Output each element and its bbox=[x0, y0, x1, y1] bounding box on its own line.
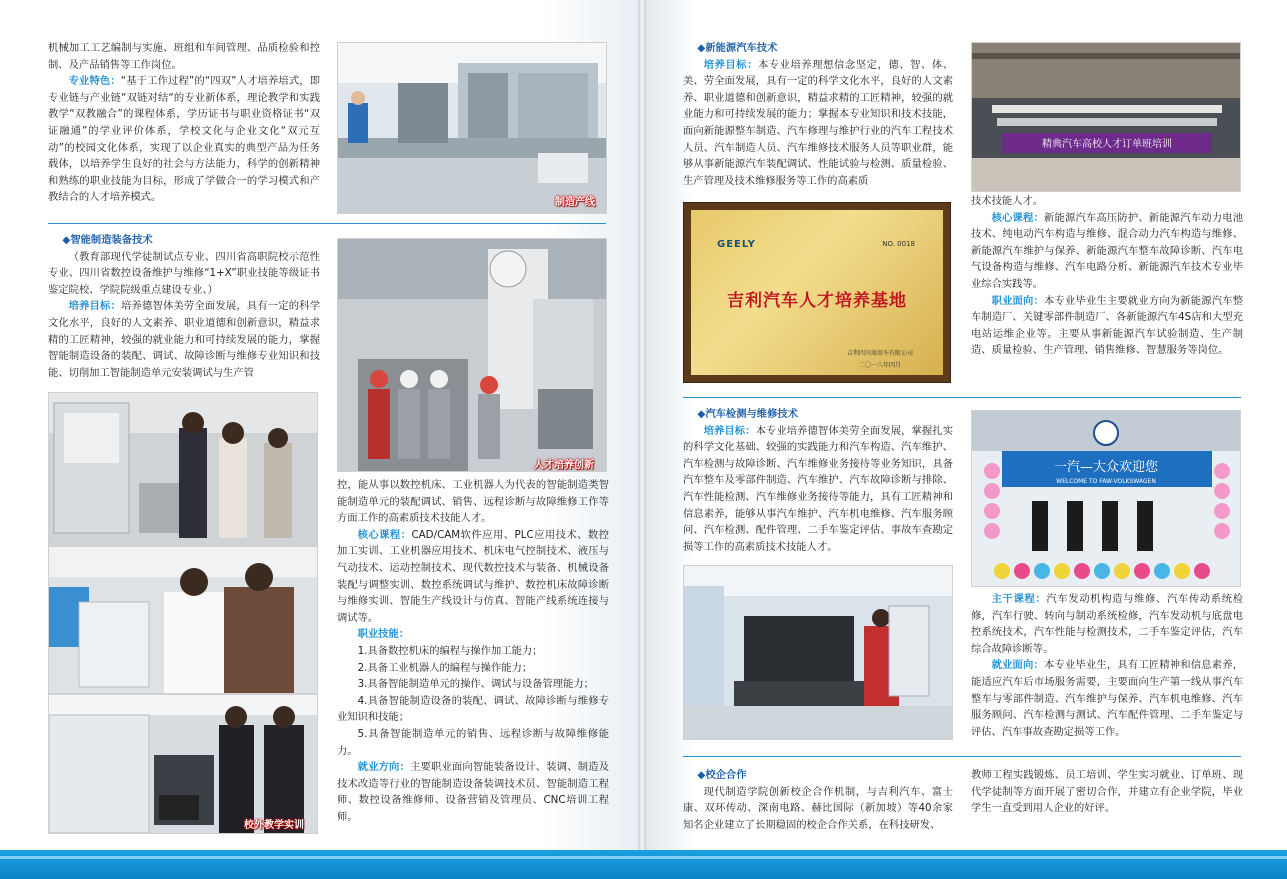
auto-repair-photo bbox=[683, 565, 953, 740]
nev-text-cont: 技术技能人才。 核心课程：新能源汽车高压防护、新能源汽车动力电池技术、纯电动汽车构造与维修、混合动力汽车构造与维修、新能源汽车维护与保养、新能源汽车整车故障诊断、汽车电气设备构造与维修、汽车电路分析、新能源汽车技术专业毕业综合实践等。 职业面向：本专业毕业生主要就业方向为新能源汽车整车制造厂、关键零部件制造厂、各新能源汽车4S店和大型充电站运维企业等。主要从事新能源汽车试验制造、生产制造、质量检验、生产管理、销售维修、智慧服务等岗位。 bbox=[971, 195, 1244, 357]
vw-banner-sub: WELCOME TO FAW-VOLKSWAGEN bbox=[1056, 478, 1156, 485]
plaque-org: 吉利四川商用车有限公司 bbox=[846, 350, 913, 357]
robot-training-photo bbox=[337, 238, 607, 472]
section-divider bbox=[683, 397, 1241, 398]
intro-paragraph: 机械加工工艺编制与实施、班组和车间管理、品质检验和控制、及产品销售等工作岗位。 专业特色：“基于工作过程”的“四双”人才培养培式，即专业链与产业链“双链对结“的专业新体系，理论教学和实践教学“双教融合”的课程体系，学历证书与职业资格证书“双证融通”的学业评价体系，学校文化与企业文化“双元互动”的校园文化体系，实现了以企业真实的典型产品为任务载体，以培养学生良好的社会与方法能力，科学的创新精神和熟练的职业技能为目标，形成了学做合一的学习模式和产教结合的人才培养模式。 bbox=[48, 42, 321, 204]
offsite-training-photo bbox=[48, 694, 318, 834]
geely-logo: GEELY bbox=[717, 239, 756, 250]
smart-manufacturing-text: ◆智能制造装备技术 （教育部现代学徒制试点专业、四川省高职院校示范性专业、四川省数控设备维护与维修“1+X”职业技能等级证书鉴定院校、学院院级重点建设专业、） 培养目标：培养德智体美劳全面发展，具有一定的科学文化水平，良好的人文素养、职业道德和创新意识，精益求精的工匠精神，较强的就业能力和可持续发展的能力，掌握智能制造设备的装配、调试、故障诊断与维修专业知识和技能、切削加工智能制造单元安装调试与生产管 bbox=[48, 234, 321, 379]
geely-plaque bbox=[683, 202, 951, 383]
coop-text: ◆校企合作 现代制造学院创新校企合作机制，与吉利汽车、富士康、双环传动、深南电路、赫比国际（新加坡）等40余家知名企业建立了长期稳固的校企合作关系，在科技研发、 bbox=[683, 769, 953, 831]
production-line-photo bbox=[337, 42, 607, 214]
plaque-number: NO. 0018 bbox=[882, 240, 915, 248]
auto-text: ◆汽车检测与维修技术 培养目标：本专业培养德智体美劳全面发展，掌握扎实的科学文化基础、较强的实践能力和汽车构造、汽车维护、汽车检测与故障诊断、汽车维修业务接待等业务知识，具备汽车整车及零部件制造、汽车维护、汽车故障诊断与排除、汽车性能检测、汽车维修业务接待等能力，具有工匠精神和信息素养，能够从事汽车维护、汽车机电维修、汽车服务顾问、汽车检测、配件管理、二手车鉴定评估、事故车查勘定损等工作的高素质技术技能人才。 bbox=[683, 408, 954, 553]
faw-vw-photo bbox=[971, 410, 1241, 587]
footer-band bbox=[0, 850, 1287, 879]
page-spine bbox=[638, 0, 646, 850]
order-class-photo bbox=[971, 42, 1241, 192]
order-class-banner-text: 精典汽车高校人才订单班培训 bbox=[1042, 139, 1172, 150]
plaque-date: 二〇一八年四月 bbox=[858, 362, 901, 369]
coop-text-cont: 教师工程实践锻炼、员工培训、学生实习就业、订单班、现代学徒制等方面开展了密切合作，并建立有企业学院，毕业学生一直受到用人企业的好评。 bbox=[971, 769, 1243, 815]
auto-text-cont: 主干课程：汽车发动机构造与维修、汽车传动系统检修，汽车行驶、转向与制动系统检修，汽车发动机与底盘电控系统技术，汽车性能与检测技术，二手车鉴定评估，汽车综合故障诊断等。 就业面向：本专业毕业生，具有工匠精神和信息素养，能适应汽车后市场服务需要，主要面向生产第一线从事汽车整车与零部件制造、汽车维护与保养、汽车机电维修、汽车服务顾问、汽车检测与测试、汽车配件管理、二手车鉴定与评估、汽车事故查勘定损等工作。 bbox=[971, 593, 1244, 738]
nev-text: ◆新能源汽车技术 培养目标：本专业培养理想信念坚定，德、智、体、美、劳全面发展，具有一定的科学文化水平，良好的人文素养、职业道德和创新意识，精益求精的工匠精神，较强的就业能力和可持续发展的能力；掌握本专业知识和技术技能，面向新能源整车制造、汽车修理与维护行业的汽车工程技术人员、汽车制造人员、汽车维修技术服务人员等职业群，能够从事新能源汽车装配调试、性能试验与检测、质量检验、生产管理及技术维修服务等工作的高素质 bbox=[683, 42, 953, 187]
vw-banner-text: 一汽—大众欢迎您 bbox=[1053, 460, 1159, 475]
section-divider bbox=[48, 223, 606, 224]
caption-offsite-training: 校外教学实训 bbox=[244, 820, 304, 831]
caption-production-line: 制造产线 bbox=[555, 197, 595, 208]
plaque-title: 吉利汽车人才培养基地 bbox=[727, 291, 907, 311]
students-lab-photo bbox=[48, 392, 318, 546]
caption-talent-innovation: 人才培养创新 bbox=[534, 460, 594, 471]
teacher-guidance-photo bbox=[48, 546, 318, 694]
smart-manufacturing-text-cont: 控，能从事以数控机床、工业机器人为代表的智能制造类智能制造单元的装配调试、销售、远程诊断与故障维修工作等方面工作的高素质技术技能人才。 核心课程：CAD/CAM软件应用、PLC应用技术、数控加工实训、工业机器应用技术、机床电气控制技术、液压与气动技术、运动控制技术、现代数控技术与装备、机械设备装配与调整实训、数控系统调试与维护、数控机床故障诊断与维修实训、智能生产线设计与仿真、智能产线系统连接与调试等。 职业技能： 1.具备数控机床的编程与操作加工能力； 2.具备工业机器人的编程与操作能力； 3.具备智能制造单元的操作、调试与设备管理能力； 4.具备智能制造设备的装配、调试、故障诊断与维修专业知识和技能； 5.具备智能制造单元的销售、远程诊断与故障维修能力。 就业方向：主要职业面向智能装备设计、装调、制造及技术改造等行业的智能制造设备装调技术员、智能制造工程师、数控设备维修师、设备营销及管理员、CNC培训工程师。 bbox=[337, 479, 610, 823]
section-divider bbox=[683, 756, 1241, 757]
